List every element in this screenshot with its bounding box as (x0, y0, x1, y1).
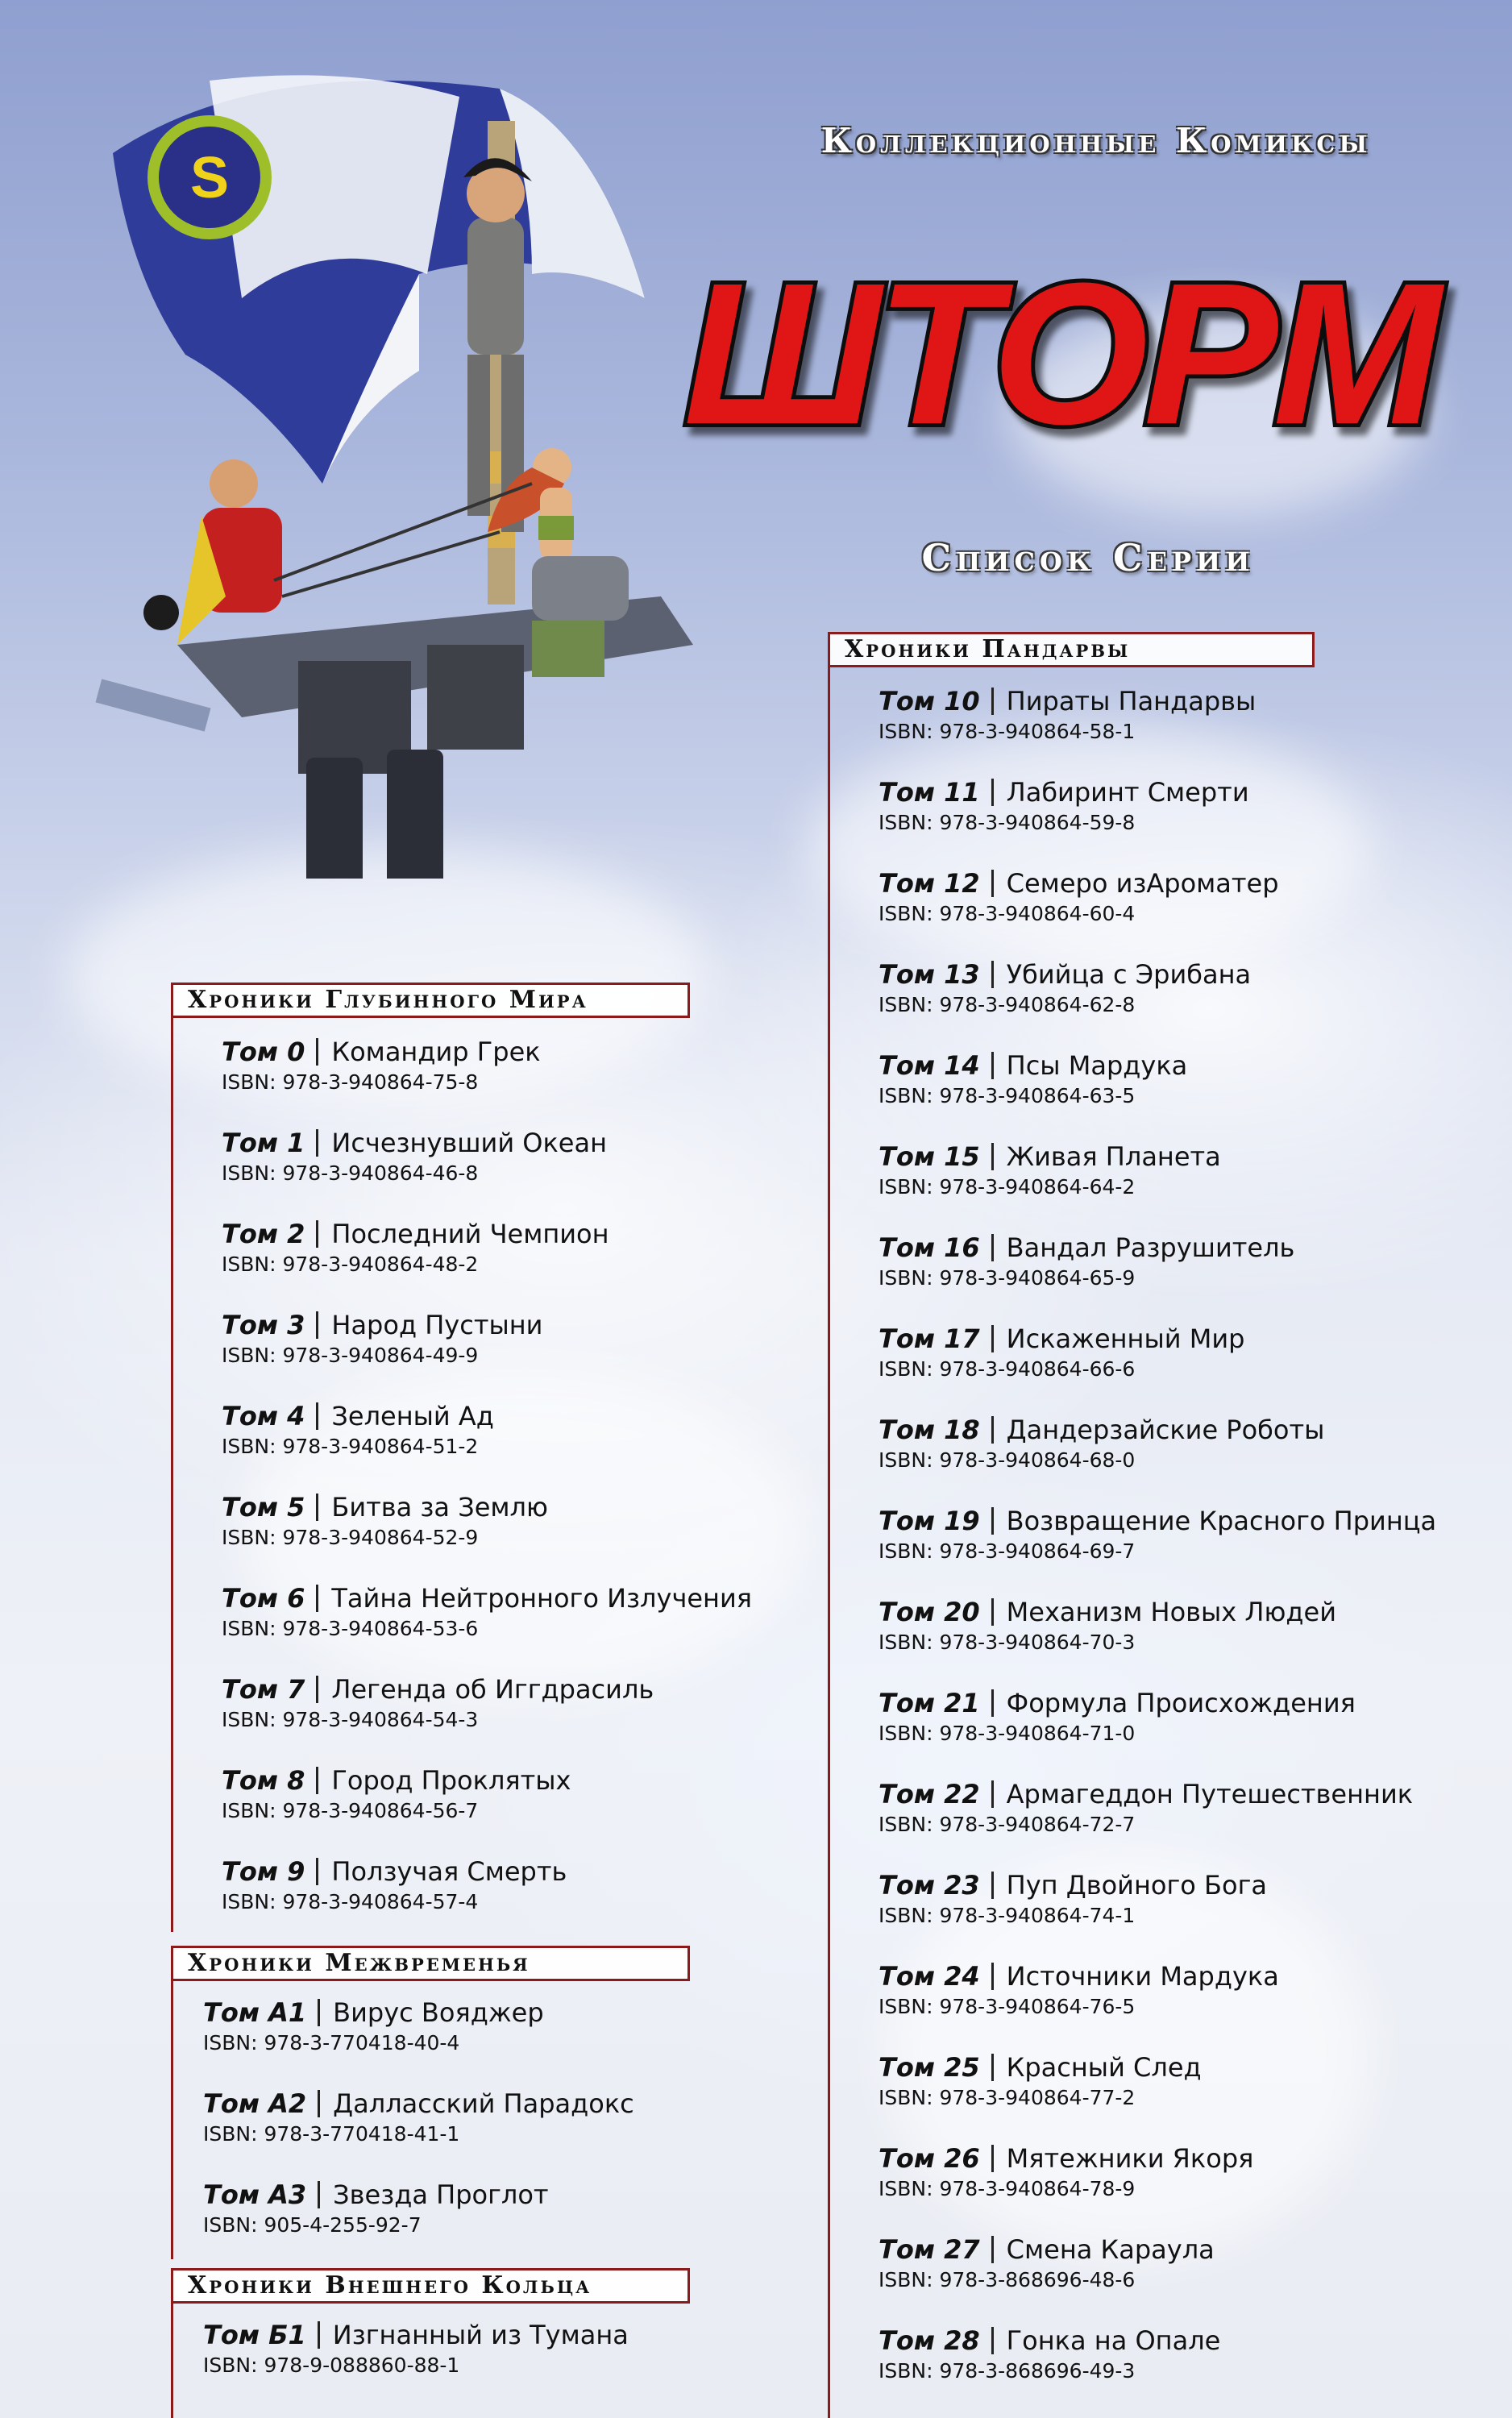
volume-number: Том 3 (222, 1310, 305, 1340)
separator (991, 779, 994, 806)
section-title: Хроники Глубинного Мира (171, 983, 690, 1018)
volume-number: Том 17 (879, 1323, 980, 1354)
volume-title: Источники Мардука (1006, 1961, 1279, 1992)
volume-number: Том 24 (879, 1961, 980, 1992)
section-title: Хроники Межвременья (171, 1946, 690, 1981)
volume-isbn: ISBN: 978-3-940864-68-0 (879, 1448, 1136, 1472)
volume-number: Том 22 (879, 1779, 980, 1809)
volume-number: Том А2 (203, 2088, 307, 2119)
volume-number: Том 23 (879, 1870, 980, 1901)
volume-number: Том 25 (879, 2052, 980, 2083)
separator (991, 2236, 994, 2263)
volume-title: Пираты Пандарвы (1006, 686, 1257, 717)
volume-isbn: ISBN: 978-3-940864-51-2 (222, 1435, 479, 1458)
volume-title: Лабиринт Смерти (1006, 777, 1249, 808)
section-outer-ring (171, 2268, 629, 2418)
volume-number: Том 11 (879, 777, 980, 808)
volume-number: Том 9 (222, 1856, 305, 1887)
volume-isbn: ISBN: 978-3-940864-58-1 (879, 720, 1136, 743)
separator (316, 1494, 318, 1521)
volume-isbn: ISBN: 978-3-940864-52-9 (222, 1526, 479, 1549)
separator (316, 1767, 318, 1794)
volume-number: Том 28 (879, 2325, 980, 2356)
volume-title: Исчезнувший Океан (331, 1128, 608, 1158)
volume-entry (879, 685, 1256, 745)
volume-number: Том 8 (222, 1765, 305, 1796)
separator (991, 870, 994, 897)
volume-isbn: ISBN: 978-3-940864-56-7 (222, 1799, 479, 1822)
volume-entry (222, 1127, 607, 1186)
separator (991, 1689, 994, 1717)
volume-entry (879, 1960, 1279, 2020)
separator (316, 1676, 318, 1703)
volume-isbn: ISBN: 978-3-940864-69-7 (879, 1539, 1136, 1563)
series-list-label: Список Серии (921, 536, 1255, 580)
separator (991, 2054, 994, 2081)
volume-number: Том 4 (222, 1401, 305, 1431)
volume-entry (222, 1309, 542, 1369)
volume-entry (879, 867, 1279, 927)
volume-isbn: ISBN: 978-3-940864-70-3 (879, 1631, 1136, 1654)
separator (318, 2181, 320, 2208)
volume-title: Красный След (1006, 2052, 1202, 2083)
collection-label: Коллекционные Комиксы (820, 121, 1372, 160)
volume-entry (879, 1505, 1436, 1564)
volume-isbn: ISBN: 978-3-940864-65-9 (879, 1266, 1136, 1290)
separator (318, 2090, 320, 2117)
volume-title: Зеленый Ад (331, 1401, 494, 1431)
separator (991, 1598, 994, 1626)
separator (316, 1311, 318, 1339)
volume-title: Тайна Нейтронного Излучения (331, 1583, 752, 1614)
volume-title: Смена Караула (1006, 2234, 1215, 2265)
volume-isbn: ISBN: 978-3-940864-54-3 (222, 1708, 479, 1731)
volume-isbn: ISBN: 978-9-088860-88-1 (203, 2354, 460, 2377)
volume-entry (222, 1491, 548, 1551)
volume-number: Том 21 (879, 1688, 980, 1718)
volume-entry (879, 1869, 1267, 1929)
separator (991, 1963, 994, 1990)
volume-number: Том 7 (222, 1674, 305, 1705)
volume-number: Том 0 (222, 1037, 305, 1067)
volume-entry (222, 1218, 609, 1278)
volume-entry (879, 1778, 1413, 1838)
volume-title: Далласский Парадокс (333, 2088, 634, 2119)
volume-isbn: ISBN: 978-3-940864-74-1 (879, 1904, 1136, 1927)
volume-number: Том 15 (879, 1141, 980, 1172)
volume-entry (879, 2051, 1202, 2111)
volume-isbn: ISBN: 978-3-940864-66-6 (879, 1357, 1136, 1381)
cloud (806, 725, 1370, 967)
volume-entry (222, 1673, 654, 1733)
volume-isbn: ISBN: 978-3-940864-60-4 (879, 902, 1136, 925)
volume-isbn: ISBN: 905-4-255-92-7 (203, 2213, 422, 2237)
volume-title: Звезда Проглот (333, 2179, 549, 2210)
volume-number: Том 2 (222, 1219, 305, 1249)
volume-title: Изгнанный из Тумана (332, 2320, 629, 2350)
volume-number: Том 6 (222, 1583, 305, 1614)
volume-title: Возвращение Красного Принца (1006, 1506, 1437, 1536)
volume-number: Том 12 (879, 868, 980, 899)
volume-number: Том 27 (879, 2234, 980, 2265)
volume-isbn: ISBN: 978-3-940864-59-8 (879, 811, 1136, 834)
volume-entry (222, 1400, 494, 1460)
volume-title: Мятежники Якоря (1006, 2143, 1254, 2174)
volume-title: Псы Мардука (1006, 1050, 1188, 1081)
separator (316, 1858, 318, 1885)
volume-isbn: ISBN: 978-3-940864-76-5 (879, 1995, 1136, 2018)
volume-title: Легенда об Иггдрасиль (331, 1674, 654, 1705)
storm-logo (653, 242, 1467, 467)
volume-title: Убийца с Эрибана (1006, 959, 1252, 990)
volume-isbn: ISBN: 978-3-940864-49-9 (222, 1344, 479, 1367)
separator (991, 1234, 994, 1261)
volume-number: Том А3 (203, 2179, 307, 2210)
volume-isbn: ISBN: 978-3-940864-64-2 (879, 1175, 1136, 1199)
volume-number: Том 26 (879, 2143, 980, 2174)
volume-entry (879, 1140, 1221, 1200)
volume-entry (879, 958, 1251, 1018)
volume-number: Том 16 (879, 1232, 980, 1263)
volume-entry (879, 1049, 1187, 1109)
volume-number: Том 14 (879, 1050, 980, 1081)
volume-title: Семеро изАроматер (1006, 868, 1279, 899)
section-deep-world (171, 983, 752, 1932)
volume-isbn: ISBN: 978-3-940864-48-2 (222, 1253, 479, 1276)
volume-entry (879, 2233, 1215, 2293)
volume-number: Том 19 (879, 1506, 980, 1536)
volume-entry (879, 2325, 1220, 2384)
volume-title: Механизм Новых Людей (1006, 1597, 1337, 1627)
volume-entry (222, 1036, 541, 1095)
separator (318, 1999, 320, 2026)
volume-title: Формула Происхождения (1006, 1688, 1356, 1718)
separator (991, 1872, 994, 1899)
volume-number: Том 1 (222, 1128, 305, 1158)
volume-isbn: ISBN: 978-3-770418-41-1 (203, 2122, 460, 2146)
volume-entry (879, 2142, 1253, 2202)
volume-isbn: ISBN: 978-3-940864-63-5 (879, 1084, 1136, 1107)
volume-title: Ползучая Смерть (331, 1856, 567, 1887)
volume-isbn: ISBN: 978-3-940864-75-8 (222, 1070, 479, 1094)
volume-entry (203, 2319, 629, 2379)
separator (991, 688, 994, 715)
separator (991, 1325, 994, 1352)
volume-entry (879, 1323, 1244, 1382)
volume-title: Командир Грек (331, 1037, 541, 1067)
volume-entry (879, 1414, 1324, 1473)
volume-isbn: ISBN: 978-3-940864-57-4 (222, 1890, 479, 1913)
volume-number: Том 10 (879, 686, 980, 717)
separator (991, 1780, 994, 1808)
separator (991, 2145, 994, 2172)
separator (991, 1143, 994, 1170)
volume-title: Дандерзайские Роботы (1006, 1415, 1325, 1445)
section-title: Хроники Внешнего Кольца (171, 2268, 690, 2304)
volume-isbn: ISBN: 978-3-770418-40-4 (203, 2031, 460, 2054)
volume-number: Том Б1 (203, 2320, 306, 2350)
volume-isbn: ISBN: 978-3-940864-71-0 (879, 1722, 1136, 1745)
separator (316, 1220, 318, 1248)
volume-entry (879, 776, 1249, 836)
volume-number: Том 5 (222, 1492, 305, 1523)
section-pandarva (828, 632, 1437, 2418)
separator (991, 1507, 994, 1535)
separator (316, 1402, 318, 1430)
separator (316, 1585, 318, 1612)
separator (318, 2321, 320, 2349)
svg-text:S: S (189, 146, 230, 210)
separator (991, 961, 994, 988)
volume-number: Том 13 (879, 959, 980, 990)
separator (316, 1038, 318, 1066)
volume-title: Город Проклятых (331, 1765, 571, 1796)
separator (991, 1416, 994, 1444)
separator (991, 1052, 994, 1079)
logo-text: ШТОРМ (683, 242, 1436, 466)
volume-title: Гонка на Опале (1006, 2325, 1221, 2356)
section-title: Хроники Пандарвы (828, 632, 1315, 667)
volume-title: Последний Чемпион (331, 1219, 609, 1249)
volume-entry (879, 1232, 1294, 1291)
volume-isbn: ISBN: 978-3-868696-49-3 (879, 2359, 1136, 2383)
volume-entry (203, 1996, 544, 2056)
volume-title: Армагеддон Путешественник (1006, 1779, 1414, 1809)
volume-number: Том А1 (203, 1997, 307, 2028)
separator (316, 1129, 318, 1157)
volume-isbn: ISBN: 978-3-868696-48-6 (879, 2268, 1136, 2291)
volume-entry (879, 1687, 1356, 1747)
volume-entry (222, 1764, 571, 1824)
volume-entry (222, 1582, 752, 1642)
volume-title: Битва за Землю (331, 1492, 548, 1523)
volume-isbn: ISBN: 978-3-940864-53-6 (222, 1617, 479, 1640)
volume-entry (203, 2179, 549, 2238)
volume-title: Живая Планета (1006, 1141, 1221, 1172)
volume-isbn: ISBN: 978-3-940864-46-8 (222, 1161, 479, 1185)
volume-title: Искаженный Мир (1006, 1323, 1245, 1354)
volume-entry (222, 1855, 567, 1915)
section-intertime (171, 1946, 634, 2259)
separator (991, 2327, 994, 2354)
volume-isbn: ISBN: 978-3-940864-62-8 (879, 993, 1136, 1016)
volume-title: Пуп Двойного Бога (1006, 1870, 1267, 1901)
volume-entry (203, 2088, 634, 2147)
volume-isbn: ISBN: 978-3-940864-78-9 (879, 2177, 1136, 2200)
volume-title: Вирус Вояджер (333, 1997, 544, 2028)
volume-number: Том 18 (879, 1415, 980, 1445)
volume-title: Народ Пустыни (331, 1310, 543, 1340)
volume-number: Том 20 (879, 1597, 980, 1627)
volume-entry (879, 1596, 1336, 1656)
volume-isbn: ISBN: 978-3-940864-77-2 (879, 2086, 1136, 2109)
volume-title: Вандал Разрушитель (1006, 1232, 1295, 1263)
volume-isbn: ISBN: 978-3-940864-72-7 (879, 1813, 1136, 1836)
